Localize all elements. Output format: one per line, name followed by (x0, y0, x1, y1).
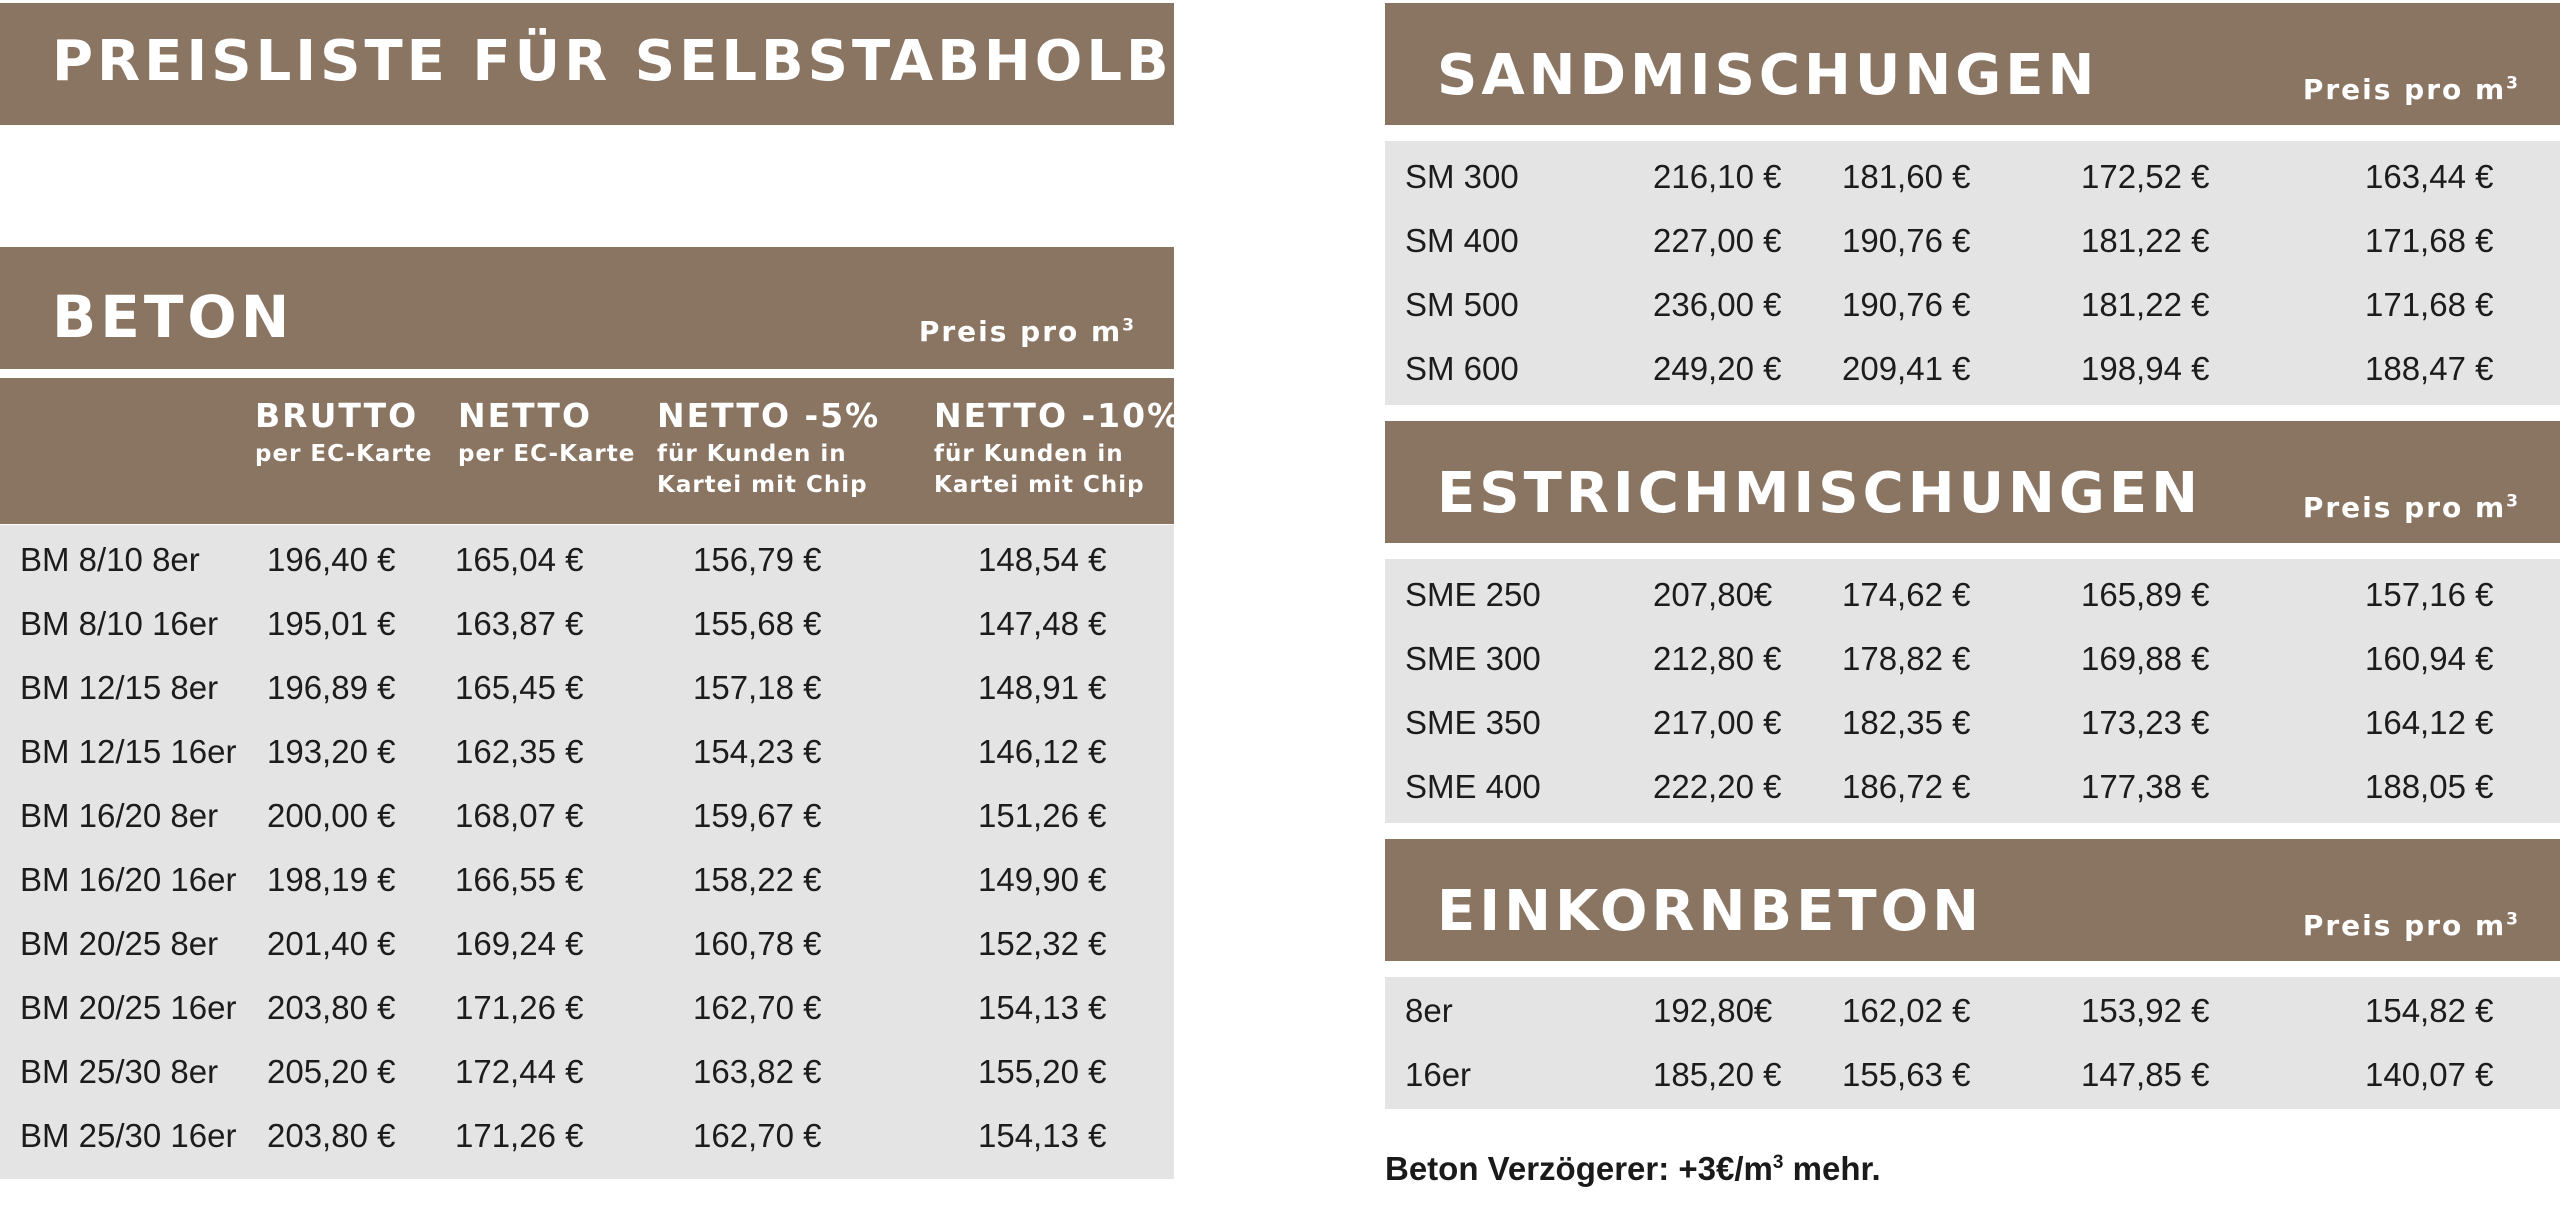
price-netto-10: 152,32 € (978, 925, 1107, 962)
price-netto-5: 147,85 € (2081, 1056, 2210, 1093)
table-row (1385, 691, 2560, 755)
price-netto-5: 181,22 € (2081, 286, 2210, 323)
price-netto-5: 169,88 € (2081, 640, 2210, 677)
price-brutto: 227,00 € (1653, 222, 1782, 259)
price-netto: 181,60 € (1842, 158, 1971, 195)
price-netto: 186,72 € (1842, 768, 1971, 805)
product-name: 8er (1405, 992, 1453, 1029)
product-name: SME 300 (1405, 640, 1541, 677)
table-row (1385, 755, 2560, 819)
einkornbeton-unit-label (2303, 909, 2520, 942)
product-name: SM 500 (1405, 286, 1519, 323)
price-brutto: 216,10 € (1653, 158, 1782, 195)
price-netto-10: 148,91 € (978, 669, 1107, 706)
price-brutto: 236,00 € (1653, 286, 1782, 323)
header-sub: per EC-Karte (255, 441, 433, 467)
price-netto: 162,35 € (455, 733, 584, 770)
product-name: SM 400 (1405, 222, 1519, 259)
price-brutto: 203,80 € (267, 989, 396, 1026)
header-sub: für Kunden in (934, 441, 1124, 467)
price-netto-10: 163,44 € (2365, 158, 2494, 195)
price-netto-5: 159,67 € (693, 797, 822, 834)
table-row (1385, 563, 2560, 627)
header-sub: für Kunden in (657, 441, 847, 467)
price-brutto: 200,00 € (267, 797, 396, 834)
price-netto-10: 188,47 € (2365, 350, 2494, 387)
price-brutto: 212,80 € (1653, 640, 1782, 677)
price-netto: 172,44 € (455, 1053, 584, 1090)
sandmischungen-unit-label (2303, 73, 2520, 106)
einkornbeton-section-title: EINKORNBETON (1437, 879, 1984, 944)
price-brutto: 195,01 € (267, 605, 396, 642)
beton-table (0, 525, 1174, 1179)
price-brutto: 196,40 € (267, 541, 396, 578)
table-row (1385, 627, 2560, 691)
price-netto: 165,45 € (455, 669, 584, 706)
table-row (0, 656, 1174, 720)
einkornbeton-table (1385, 977, 2560, 1109)
header-sub: Kartei mit Chip (657, 472, 868, 498)
retarder-note (1385, 1150, 1881, 1188)
price-netto: 169,24 € (455, 925, 584, 962)
beton-section-title: BETON (52, 283, 294, 351)
price-brutto: 217,00 € (1653, 704, 1782, 741)
sandmischungen-table (1385, 141, 2560, 405)
product-name: 16er (1405, 1056, 1472, 1093)
price-netto-10: 157,16 € (2365, 576, 2494, 613)
price-brutto: 201,40 € (267, 925, 396, 962)
price-brutto: 185,20 € (1653, 1056, 1782, 1093)
header-sub: Kartei mit Chip (934, 472, 1145, 498)
product-name: BM 8/10 16er (20, 605, 219, 642)
price-netto: 171,26 € (455, 1117, 584, 1154)
price-brutto: 222,20 € (1653, 768, 1782, 805)
note-prefix: Beton Verzögerer: +3€/m (1385, 1150, 1773, 1187)
price-brutto: 193,20 € (267, 733, 396, 770)
price-brutto: 249,20 € (1653, 350, 1782, 387)
price-netto-5: 155,68 € (693, 605, 822, 642)
price-netto-5: 173,23 € (2081, 704, 2210, 741)
table-row (1385, 1043, 2560, 1107)
price-netto-10: 160,94 € (2365, 640, 2494, 677)
price-netto: 190,76 € (1842, 286, 1971, 323)
unit-sup: 3 (2506, 73, 2520, 94)
price-brutto: 196,89 € (267, 669, 396, 706)
einkornbeton-title-band (1385, 839, 2560, 961)
price-netto-10: 154,13 € (978, 1117, 1107, 1154)
estrichmischungen-section-title: ESTRICHMISCHUNGEN (1437, 461, 2202, 526)
product-name: BM 8/10 8er (20, 541, 200, 578)
unit-text: Preis pro m (2302, 73, 2507, 106)
unit-text: Preis pro m (2302, 909, 2507, 942)
unit-sup: 3 (2506, 909, 2520, 930)
price-netto: 209,41 € (1842, 350, 1971, 387)
price-netto: 171,26 € (455, 989, 584, 1026)
price-netto-10: 151,26 € (978, 797, 1107, 834)
product-name: BM 12/15 8er (20, 669, 219, 706)
price-netto-10: 147,48 € (978, 605, 1107, 642)
price-netto-5: 172,52 € (2081, 158, 2210, 195)
unit-text: Preis pro m (918, 315, 1123, 348)
table-row (0, 976, 1174, 1040)
price-netto-10: 188,05 € (2365, 768, 2494, 805)
column-header-netto-10 (934, 396, 1182, 501)
note-suffix: mehr. (1783, 1150, 1881, 1187)
price-netto-10: 171,68 € (2365, 286, 2494, 323)
product-name: BM 20/25 8er (20, 925, 219, 962)
price-netto-5: 181,22 € (2081, 222, 2210, 259)
price-netto: 190,76 € (1842, 222, 1971, 259)
price-brutto: 205,20 € (267, 1053, 396, 1090)
price-netto-5: 162,70 € (693, 989, 822, 1026)
price-netto: 166,55 € (455, 861, 584, 898)
table-row (0, 720, 1174, 784)
price-netto: 168,07 € (455, 797, 584, 834)
price-netto-5: 156,79 € (693, 541, 822, 578)
price-netto-10: 155,20 € (978, 1053, 1107, 1090)
price-brutto: 203,80 € (267, 1117, 396, 1154)
table-row (0, 1104, 1174, 1168)
unit-text: Preis pro m (2302, 491, 2507, 524)
price-netto-10: 154,82 € (2365, 992, 2494, 1029)
price-netto-10: 149,90 € (978, 861, 1107, 898)
header-main: NETTO -10% (934, 396, 1183, 435)
price-brutto: 198,19 € (267, 861, 396, 898)
header-main: BRUTTO (255, 396, 419, 435)
price-netto-10: 146,12 € (978, 733, 1107, 770)
price-netto: 163,87 € (455, 605, 584, 642)
table-row (1385, 979, 2560, 1043)
table-row (0, 784, 1174, 848)
unit-sup: 3 (1122, 315, 1136, 336)
price-netto-5: 177,38 € (2081, 768, 2210, 805)
title-band (0, 3, 1263, 125)
estrichmischungen-unit-label (2303, 491, 2520, 524)
price-brutto: 207,80€ (1653, 576, 1773, 613)
table-row (0, 1040, 1174, 1104)
estrichmischungen-title-band (1385, 421, 2560, 543)
column-header-netto-5 (657, 396, 880, 501)
price-netto: 174,62 € (1842, 576, 1971, 613)
price-netto-10: 171,68 € (2365, 222, 2494, 259)
price-netto-5: 157,18 € (693, 669, 822, 706)
price-netto-5: 198,94 € (2081, 350, 2210, 387)
price-netto-5: 162,70 € (693, 1117, 822, 1154)
price-netto-10: 148,54 € (978, 541, 1107, 578)
product-name: BM 25/30 8er (20, 1053, 219, 1090)
product-name: BM 20/25 16er (20, 989, 237, 1026)
product-name: SME 400 (1405, 768, 1541, 805)
note-sup: 3 (1772, 1152, 1784, 1173)
page-title: PREISLISTE FÜR SELBSTABHOLBER (52, 29, 1263, 94)
product-name: BM 16/20 16er (20, 861, 237, 898)
price-netto: 162,02 € (1842, 992, 1971, 1029)
price-netto-10: 164,12 € (2365, 704, 2494, 741)
product-name: BM 12/15 16er (20, 733, 237, 770)
header-main: NETTO (458, 396, 592, 435)
price-netto-5: 158,22 € (693, 861, 822, 898)
header-main: NETTO -5% (657, 396, 881, 435)
price-netto-5: 153,92 € (2081, 992, 2210, 1029)
beton-title-band (0, 247, 1174, 369)
price-netto: 178,82 € (1842, 640, 1971, 677)
price-netto-5: 163,82 € (693, 1053, 822, 1090)
product-name: SME 250 (1405, 576, 1541, 613)
price-netto-10: 154,13 € (978, 989, 1107, 1026)
table-row (1385, 337, 2560, 401)
table-row (0, 912, 1174, 976)
unit-sup: 3 (2506, 491, 2520, 512)
table-row (1385, 209, 2560, 273)
price-netto-5: 160,78 € (693, 925, 822, 962)
product-name: BM 25/30 16er (20, 1117, 237, 1154)
product-name: SM 300 (1405, 158, 1519, 195)
column-header-netto (458, 396, 635, 470)
sandmischungen-section-title: SANDMISCHUNGEN (1437, 43, 2099, 108)
price-netto-10: 140,07 € (2365, 1056, 2494, 1093)
price-netto: 155,63 € (1842, 1056, 1971, 1093)
beton-unit-label (919, 315, 1136, 348)
price-netto-5: 165,89 € (2081, 576, 2210, 613)
column-header-brutto (255, 396, 432, 470)
table-row (1385, 273, 2560, 337)
sandmischungen-title-band (1385, 3, 2560, 125)
product-name: SM 600 (1405, 350, 1519, 387)
table-row (1385, 145, 2560, 209)
price-netto-5: 154,23 € (693, 733, 822, 770)
table-row (0, 592, 1174, 656)
header-sub: per EC-Karte (458, 441, 636, 467)
price-brutto: 192,80€ (1653, 992, 1773, 1029)
table-row (0, 528, 1174, 592)
product-name: SME 350 (1405, 704, 1541, 741)
product-name: BM 16/20 8er (20, 797, 219, 834)
price-netto: 182,35 € (1842, 704, 1971, 741)
estrichmischungen-table (1385, 559, 2560, 823)
price-netto: 165,04 € (455, 541, 584, 578)
table-row (0, 848, 1174, 912)
beton-header-band (0, 378, 1183, 524)
